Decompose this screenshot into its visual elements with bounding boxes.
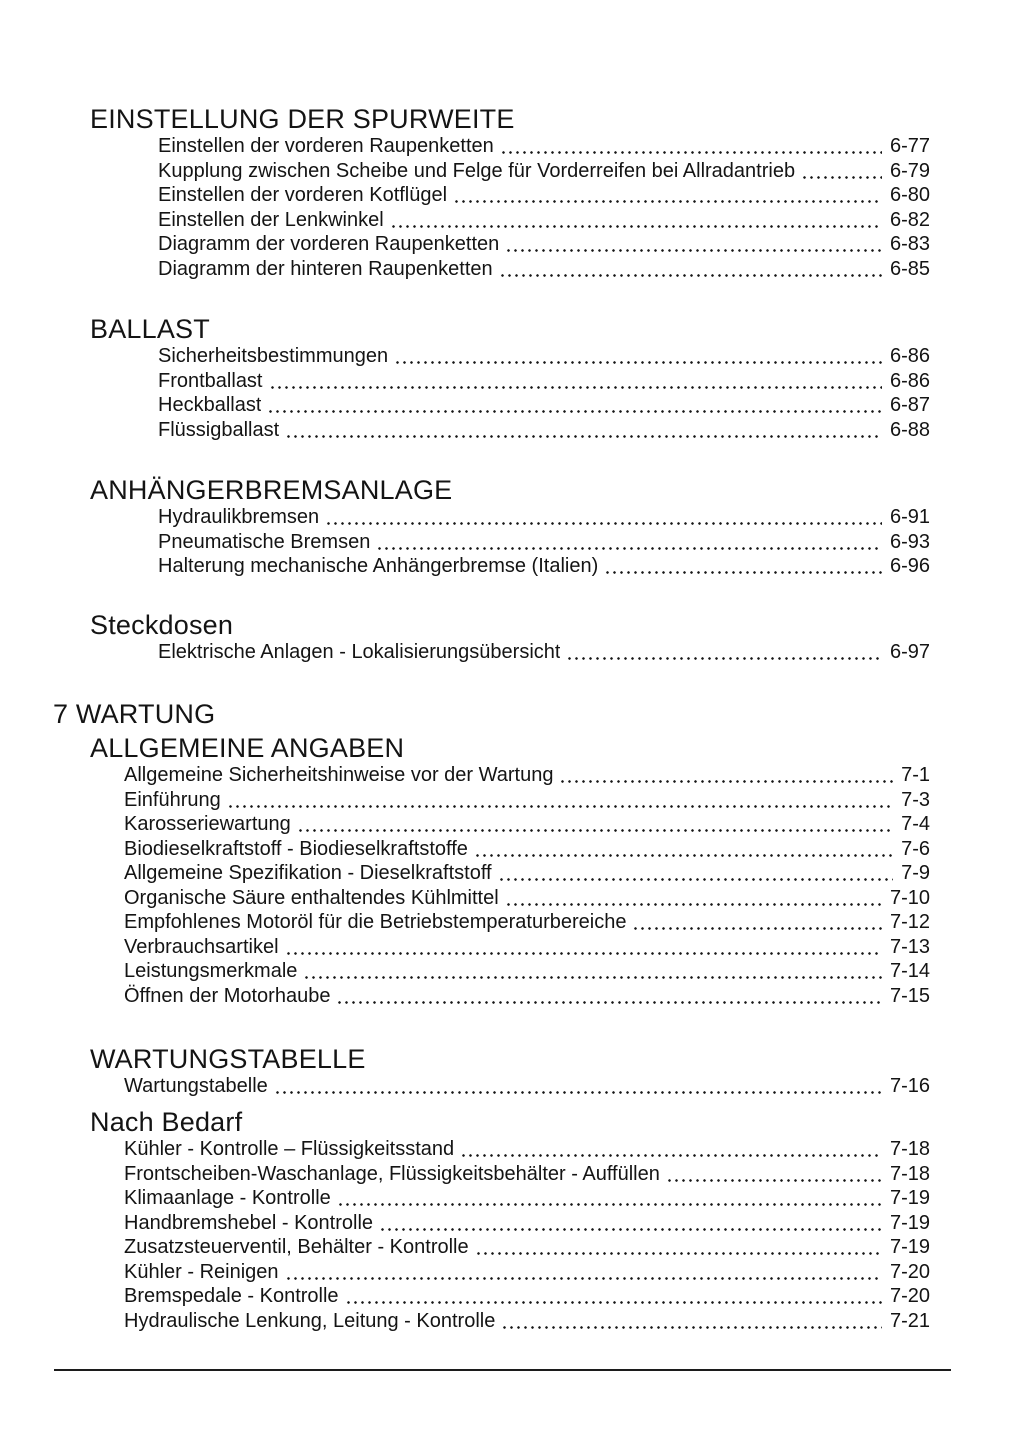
toc-item-page: 7-13 [889, 935, 930, 958]
toc-row [124, 935, 930, 960]
toc-item-page: 6-91 [889, 506, 930, 528]
toc-item-title: Pneumatische Bremsen [158, 530, 371, 553]
toc-item-page: 7-10 [889, 886, 930, 909]
dot-leader [267, 410, 882, 413]
toc-item-page: 7-4 [901, 813, 930, 835]
section-heading: ALLGEMEINE ANGABEN [90, 733, 405, 763]
toc-item-page: 7-19 [889, 1236, 930, 1258]
dot-leader [297, 829, 893, 832]
toc-item-page: 7-16 [889, 1075, 930, 1097]
toc-row [158, 418, 930, 443]
toc-item-title: Einstellen der vorderen Kotflügel [158, 184, 448, 206]
toc-item-page: 6-86 [889, 369, 930, 392]
toc-item-title: Handbremshebel - Kontrolle [124, 1211, 374, 1234]
toc-item-page: 6-79 [889, 159, 930, 182]
toc-row [158, 159, 930, 184]
toc-row [158, 554, 930, 579]
toc-row [124, 861, 930, 886]
toc-row [124, 763, 930, 788]
toc-row [124, 984, 930, 1009]
dot-leader [390, 225, 882, 228]
toc-item-title: Bremspedale - Kontrolle [124, 1285, 339, 1307]
toc-item-page: 6-93 [889, 530, 930, 553]
toc-item-page: 7-3 [901, 788, 930, 811]
toc-item-title: Organische Säure enthaltendes Kühlmittel [124, 886, 499, 909]
toc-row [124, 1235, 930, 1260]
toc-row [124, 1284, 930, 1309]
toc-row [158, 505, 930, 530]
dot-leader [453, 200, 882, 203]
toc-row [158, 232, 930, 257]
toc-row [158, 208, 930, 233]
toc-item-title: Empfohlenes Motoröl für die Betriebstemperaturbereiche [124, 911, 627, 933]
toc-section [0, 1044, 1024, 1099]
chapter-heading: 7 WARTUNG [53, 699, 216, 729]
toc-item-page: 7-20 [889, 1285, 930, 1307]
toc-item-title: Frontscheiben-Waschanlage, Flüssigkeitsbehälter - Auffüllen [124, 1162, 660, 1185]
dot-leader [566, 657, 882, 660]
dot-leader [666, 1179, 882, 1182]
toc-item-title: Öffnen der Motorhaube [124, 984, 331, 1007]
dot-leader [336, 1001, 882, 1004]
dot-leader [474, 854, 893, 857]
dot-leader [379, 1228, 882, 1231]
toc-item-page: 7-19 [889, 1211, 930, 1234]
toc-item-title: Sicherheitsbestimmungen [158, 345, 389, 367]
dot-leader [501, 1326, 882, 1329]
dot-leader [632, 927, 881, 930]
toc-row [124, 910, 930, 935]
dot-leader [499, 274, 882, 277]
toc-item-title: Allgemeine Sicherheitshinweise vor der Wartung [124, 764, 554, 786]
toc-item-title: Hydraulikbremsen [158, 506, 320, 528]
toc-row [158, 530, 930, 555]
dot-leader [285, 952, 882, 955]
toc-item-title: Frontballast [158, 369, 263, 392]
toc-row [124, 812, 930, 837]
toc-item-title: Klimaanlage - Kontrolle [124, 1187, 331, 1209]
toc-item-page: 7-14 [889, 960, 930, 982]
toc-row [124, 1211, 930, 1236]
toc-item-title: Kühler - Kontrolle – Flüssigkeitsstand [124, 1138, 455, 1160]
dot-leader [559, 780, 893, 783]
toc-item-title: Karosseriewartung [124, 813, 291, 835]
footer-rule [54, 1369, 951, 1371]
toc-item-title: Kupplung zwischen Scheibe und Felge für Vorderreifen bei Allradantrieb [158, 159, 796, 182]
toc-item-title: Elektrische Anlagen - Lokalisierungsübersicht [158, 641, 561, 663]
dot-leader [303, 976, 882, 979]
toc-row [158, 344, 930, 369]
dot-leader [376, 547, 882, 550]
toc-item-page: 7-9 [901, 862, 930, 884]
toc-item-page: 7-1 [901, 764, 930, 786]
toc-item-title: Kühler - Reinigen [124, 1260, 279, 1283]
dot-leader [604, 571, 882, 574]
dot-leader [269, 386, 882, 389]
toc-item-page: 7-18 [889, 1162, 930, 1185]
toc-item-page: 6-82 [889, 208, 930, 231]
toc-item-title: Heckballast [158, 394, 262, 416]
toc-row [158, 134, 930, 159]
toc-row [124, 788, 930, 813]
section-heading: Steckdosen [90, 610, 234, 640]
toc-row [158, 640, 930, 665]
section-heading: BALLAST [90, 314, 210, 344]
toc-item-page: 7-19 [889, 1187, 930, 1209]
toc-item-title: Einführung [124, 788, 221, 811]
toc-item-title: Biodieselkraftstoff - Biodieselkraftstoffe [124, 837, 468, 860]
dot-leader [274, 1091, 882, 1094]
toc-section [0, 314, 1024, 442]
toc-item-title: Verbrauchsartikel [124, 935, 279, 958]
section-heading: ANHÄNGERBREMSANLAGE [90, 475, 453, 505]
toc-row [124, 959, 930, 984]
dot-leader [460, 1154, 882, 1157]
toc-row [124, 1137, 930, 1162]
toc-item-page: 6-80 [889, 184, 930, 206]
toc-item-page: 6-88 [889, 418, 930, 441]
dot-leader [500, 151, 882, 154]
section-heading: Nach Bedarf [90, 1107, 243, 1137]
dot-leader [345, 1301, 882, 1304]
dot-leader [325, 522, 882, 525]
toc-item-page: 6-83 [889, 233, 930, 255]
toc-item-title: Leistungsmerkmale [124, 960, 298, 982]
toc-item-title: Halterung mechanische Anhängerbremse (Italien) [158, 555, 599, 577]
toc-row [158, 183, 930, 208]
toc-row [124, 1074, 930, 1099]
dot-leader [227, 805, 893, 808]
toc-section [0, 733, 1024, 1008]
toc-item-title: Wartungstabelle [124, 1075, 268, 1097]
toc-row [124, 1162, 930, 1187]
toc-item-page: 7-21 [889, 1309, 930, 1332]
toc-item-title: Diagramm der hinteren Raupenketten [158, 257, 493, 280]
toc-row [158, 369, 930, 394]
toc-item-title: Einstellen der vorderen Raupenketten [158, 135, 494, 157]
toc-item-page: 6-96 [889, 555, 930, 577]
dot-leader [505, 903, 882, 906]
toc-item-title: Zusatzsteuerventil, Behälter - Kontrolle [124, 1236, 469, 1258]
dot-leader [394, 361, 882, 364]
dot-leader [801, 176, 882, 179]
dot-leader [475, 1252, 882, 1255]
dot-leader [505, 249, 882, 252]
section-heading: WARTUNGSTABELLE [90, 1044, 366, 1074]
toc-item-page: 6-86 [889, 345, 930, 367]
toc-item-title: Diagramm der vorderen Raupenketten [158, 233, 500, 255]
toc-item-page: 7-15 [889, 984, 930, 1007]
dot-leader [285, 435, 882, 438]
toc-row [158, 393, 930, 418]
toc-chapter [0, 699, 1024, 729]
toc-item-page: 6-87 [889, 394, 930, 416]
dot-leader [285, 1277, 882, 1280]
dot-leader [337, 1203, 882, 1206]
toc-item-title: Hydraulische Lenkung, Leitung - Kontrolle [124, 1309, 496, 1332]
toc-section [0, 104, 1024, 281]
dot-leader [498, 878, 894, 881]
toc-row [124, 1260, 930, 1285]
toc-row [124, 886, 930, 911]
toc-section [0, 475, 1024, 579]
section-heading: EINSTELLUNG DER SPURWEITE [90, 104, 515, 134]
toc-section [0, 1107, 1024, 1333]
toc-row [124, 1186, 930, 1211]
toc-row [124, 837, 930, 862]
toc-section [0, 610, 1024, 665]
toc-item-page: 7-20 [889, 1260, 930, 1283]
toc-row [124, 1309, 930, 1334]
toc-item-page: 7-12 [889, 911, 930, 933]
toc-item-page: 7-18 [889, 1138, 930, 1160]
toc-item-title: Allgemeine Spezifikation - Dieselkraftstoff [124, 862, 492, 884]
toc-item-title: Einstellen der Lenkwinkel [158, 208, 384, 231]
toc-item-page: 6-85 [889, 257, 930, 280]
toc-row [158, 257, 930, 282]
toc-item-page: 6-97 [889, 641, 930, 663]
toc-item-title: Flüssigballast [158, 418, 280, 441]
toc-item-page: 7-6 [901, 837, 930, 860]
toc-item-page: 6-77 [889, 135, 930, 157]
